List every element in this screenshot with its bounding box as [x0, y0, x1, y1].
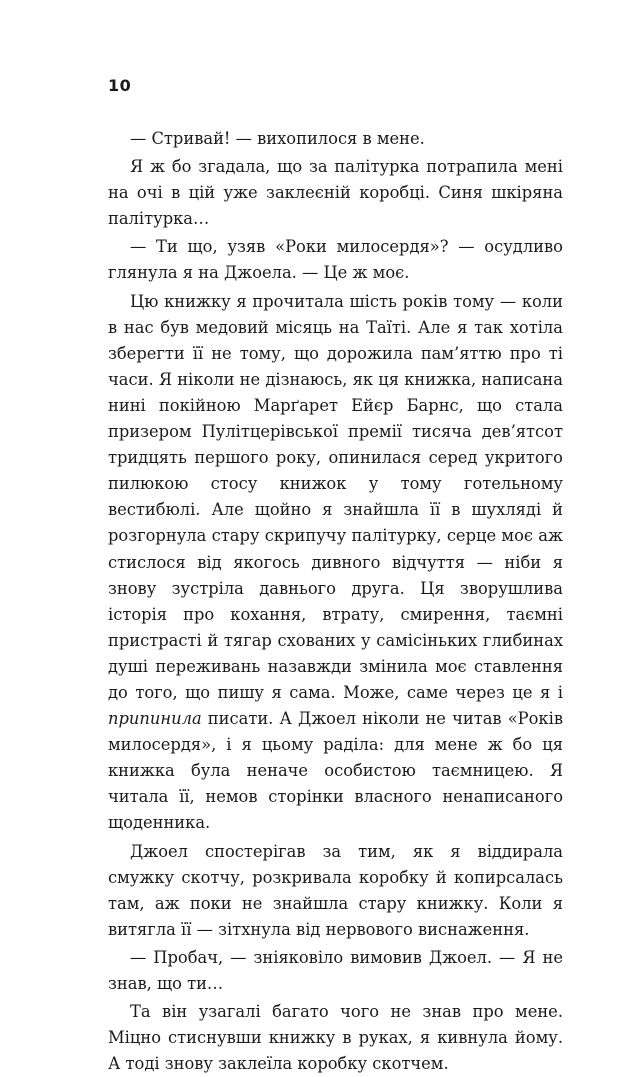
paragraph: Я ж бо згадала, що за палітурка потрапила мені на очі в цій уже заклеєній коробці. Синя шкіряна палітурка…	[108, 157, 563, 229]
paragraph: — Пробач, — зніяковіло вимовив Джоел. — Я не знав, що ти…	[108, 947, 563, 993]
body-text	[108, 126, 563, 1077]
paragraph: — Ти що, узяв «Роки милосердя»? — осудливо глянула я на Джоела. — Це ж моє.	[108, 237, 563, 283]
paragraph-text: писати. А Джоел ніколи не читав «Років милосердя», і я цьому раділа: для мене ж бо ця книжка була неначе особистою таємницею. Я читала її, немов сторінки власного ненаписаного щоденника.	[108, 709, 563, 833]
paragraph-text: Цю книжку я прочитала шість років тому — коли в нас був медовий місяць на Таїті. Але я так хотіла зберегти її не тому, що дорожила пам’яттю про ті часи. Я ніколи не дізнаюсь, як ця книжка, написана нині покійною Марґарет Ейєр Барнс, що стала призером Пулітцерівської премії тисяча дев’ятсот тридцять першого року, опинилася серед укритого пилюкою стосу книжок у тому готельному вестибюлі. Але щойно я знайшла її в шухляді й розгорнула стару скрипучу палітурку, серце моє аж стислося від якогось дивного відчуття — ніби я знову зустріла давнього друга. Ця зворушлива історія про кохання, втрату, смирення, таємні пристрасті й тягар схованих у самісіньких глибинах душі переживань назавжди змінила моє ставлення до того, що пишу я сама. Може, саме через це я і	[108, 291, 563, 702]
paragraph: — Стривай! — вихопилося в мене.	[130, 129, 425, 148]
paragraph: Джоел спостерігав за тим, як я віддирала смужку скотчу, розкривала коробку й копирсалась там, аж поки не знайшла стару книжку. Коли я витягла її — зітхнула від нервового виснаження.	[108, 841, 563, 939]
paragraph: Та він узагалі багато чого не знав про мене. Міцно стиснувши книжку в руках, я кивнула йому. А тоді знову заклеїла коробку скотчем.	[108, 1002, 563, 1074]
emphasis-text: припинила	[108, 709, 202, 729]
paragraph	[108, 289, 563, 837]
page-number: 10	[108, 76, 132, 95]
